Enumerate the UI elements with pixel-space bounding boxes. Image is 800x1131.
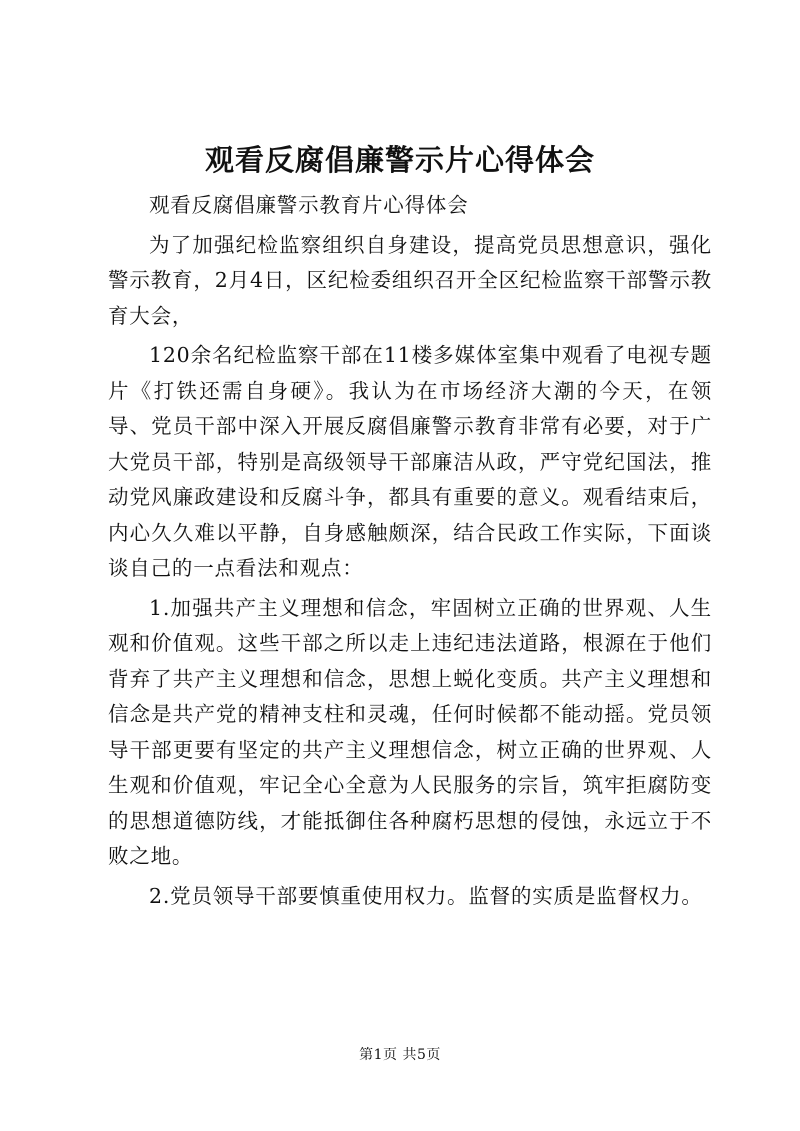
page-indicator: 第1页 共5页 — [359, 1047, 441, 1063]
document-body — [108, 188, 712, 918]
body-paragraph: 120余名纪检监察干部在11楼多媒体室集中观看了电视专题片《打铁还需自身硬》。我认为在市场经济大潮的今天，在领导、党员干部中深入开展反腐倡廉警示教育非常有必要，对于广大党员干部，特别是高级领导干部廉洁从政，严守党纪国法，推动党风廉政建设和反腐斗争，都具有重要的意义。观看结束后，内心久久难以平静，自身感触颇深，结合民政工作实际，下面谈谈自己的一点看法和观点： — [108, 343, 712, 580]
intro-paragraph: 为了加强纪检监察组织自身建设，提高党员思想意识，强化警示教育，2月4日，区纪检委组织召开全区纪检监察干部警示教育大会， — [108, 232, 712, 328]
document-title: 观看反腐倡廉警示片心得体会 — [204, 143, 595, 177]
point-2-paragraph: 2.党员领导干部要慎重使用权力。监督的实质是监督权力。 — [149, 883, 703, 908]
subtitle-paragraph: 观看反腐倡廉警示教育片心得体会 — [149, 193, 469, 217]
point-1-paragraph: 1.加强共产主义理想和信念，牢固树立正确的世界观、人生观和价值观。这些干部之所以走上违纪违法道路，根源在于他们背弃了共产主义理想和信念，思想上蜕化变质。共产主义理想和信念是共产党的精神支柱和灵魂，任何时候都不能动摇。党员领导干部更要有坚定的共产主义理想信念，树立正确的世界观、人生观和价值观，牢记全心全意为人民服务的宗旨，筑牢拒腐防变的思想道德防线，才能抵御住各种腐朽思想的侵蚀，永远立于不败之地。 — [108, 595, 712, 868]
